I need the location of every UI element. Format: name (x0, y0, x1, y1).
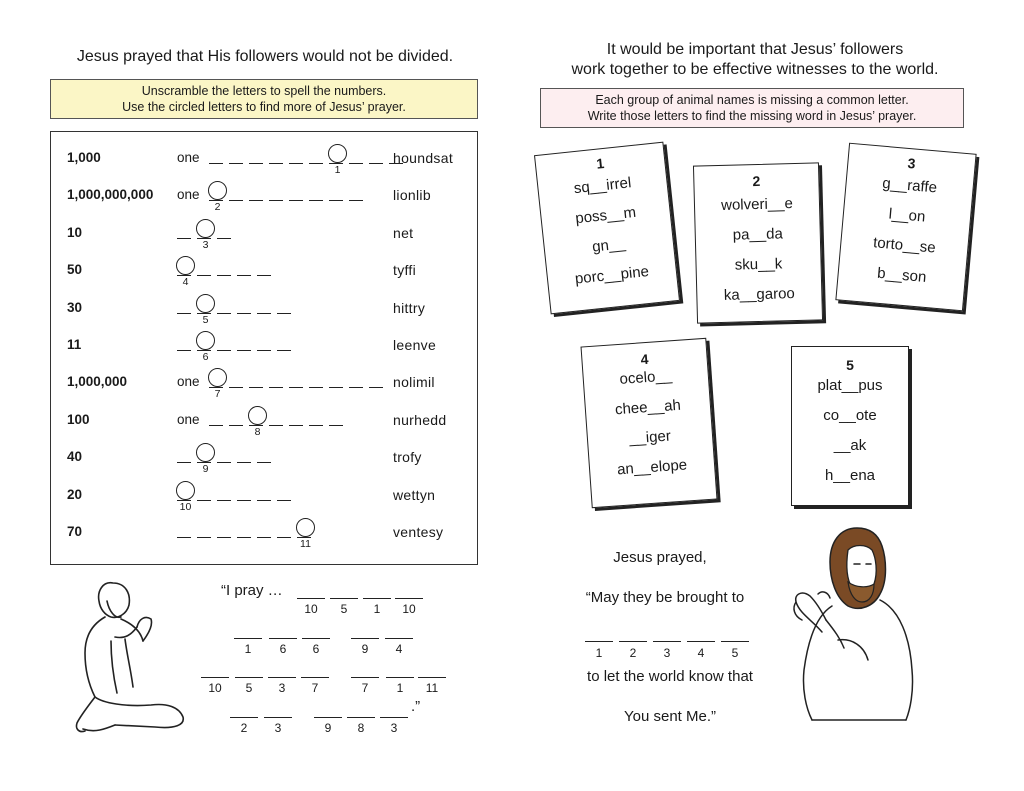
right-instructions-line-2: Write those letters to find the missing word in Jesus’ prayer. (587, 109, 917, 123)
letter-blank[interactable] (309, 425, 323, 426)
letter-circle[interactable] (196, 219, 215, 238)
unscramble-row (51, 412, 477, 442)
card-word: ka__garoo (723, 285, 796, 304)
unscramble-row (51, 487, 477, 517)
prayer-blank-number: 1 (244, 642, 252, 656)
letter-blank[interactable] (197, 500, 211, 501)
word-blank[interactable] (585, 641, 613, 642)
right-prayer-line-4: You sent Me.” (624, 708, 716, 725)
card-word: g__raffe (881, 174, 938, 197)
prayer-blank-number: 1 (396, 681, 404, 695)
letter-blank[interactable] (277, 537, 291, 538)
letter-blank[interactable] (237, 462, 251, 463)
prayer-blank-number: 1 (373, 602, 381, 616)
number-value: 1,000,000,000 (67, 187, 154, 203)
letter-blank[interactable] (269, 425, 283, 426)
letter-blank[interactable] (237, 275, 251, 276)
letter-blank[interactable] (369, 163, 383, 164)
number-value: 11 (67, 337, 82, 352)
card-word: h__ena (824, 467, 876, 484)
letter-blank[interactable] (257, 313, 271, 314)
right-prayer-line-1: Jesus prayed, (613, 549, 707, 566)
letter-blank[interactable] (277, 313, 291, 314)
letter-blank[interactable] (237, 537, 251, 538)
number-value: 20 (67, 486, 83, 502)
letter-blank[interactable] (309, 200, 323, 201)
prayer-blank[interactable] (385, 638, 413, 639)
left-prayer-close: .” (411, 698, 421, 715)
letter-blank[interactable] (197, 537, 211, 538)
word-blank-number: 4 (697, 646, 705, 660)
prayer-blank-number: 7 (361, 681, 369, 695)
praying-jesus-illustration (782, 520, 922, 725)
letter-circle[interactable] (176, 481, 195, 500)
letter-blank[interactable] (197, 350, 211, 351)
left-instructions (50, 79, 478, 119)
unscramble-row (51, 337, 477, 367)
letter-blank[interactable] (229, 387, 243, 388)
unscramble-row (51, 187, 477, 217)
letter-blank[interactable] (177, 313, 191, 314)
prayer-blank-number: 2 (240, 721, 248, 735)
letter-blank[interactable] (249, 200, 263, 201)
circle-number: 11 (300, 538, 311, 550)
right-title-line-1: It would be important that Jesus’ followers (606, 41, 904, 58)
prayer-blank-number: 7 (311, 681, 319, 695)
unscramble-row (51, 449, 477, 479)
number-prefix: one (177, 187, 200, 203)
letter-blank[interactable] (229, 163, 243, 164)
letter-blank[interactable] (329, 425, 343, 426)
circle-number: 2 (214, 201, 221, 214)
letter-circle[interactable] (196, 331, 215, 350)
letter-blank[interactable] (197, 313, 211, 314)
letter-blank[interactable] (269, 387, 283, 388)
letter-blank[interactable] (237, 350, 251, 351)
letter-blank[interactable] (277, 350, 291, 351)
letter-blank[interactable] (269, 163, 283, 164)
letter-blank[interactable] (177, 238, 191, 239)
right-prayer-line-3: to let the world know that (587, 668, 753, 685)
word-blank-number: 3 (663, 646, 671, 660)
animal-card-3 (835, 143, 976, 312)
number-prefix: one (177, 411, 200, 427)
card-number: 4 (640, 350, 649, 368)
letter-blank[interactable] (209, 387, 223, 388)
letter-blank[interactable] (177, 350, 191, 351)
letter-blank[interactable] (229, 200, 243, 201)
circle-number: 7 (214, 388, 221, 401)
prayer-blank[interactable] (347, 717, 375, 718)
number-value: 70 (67, 524, 83, 539)
unscramble-row (51, 150, 477, 180)
prayer-blank[interactable] (418, 677, 446, 678)
letter-blank[interactable] (217, 462, 231, 463)
prayer-blank-number: 5 (245, 681, 253, 695)
card-word: chee__ah (614, 396, 682, 419)
kneeling-jesus-illustration (55, 575, 200, 740)
scrambled-word: nurhedd (393, 411, 447, 428)
letter-blank[interactable] (329, 200, 343, 201)
left-instructions-line-2: Use the circled letters to find more of Jesus’ prayer. (122, 100, 406, 114)
letter-blank[interactable] (237, 313, 251, 314)
letter-blank[interactable] (197, 238, 211, 239)
letter-blank[interactable] (177, 275, 191, 276)
letter-blank[interactable] (289, 425, 303, 426)
prayer-blank[interactable] (264, 717, 292, 718)
letter-blank[interactable] (309, 387, 323, 388)
letter-blank[interactable] (349, 387, 363, 388)
prayer-blank[interactable] (201, 677, 229, 678)
circle-number: 10 (179, 500, 192, 513)
number-value: 30 (67, 299, 83, 315)
number-value: 40 (67, 449, 83, 465)
letter-blank[interactable] (257, 350, 271, 351)
animal-card-1 (534, 142, 680, 315)
word-blank-number: 1 (595, 646, 603, 660)
card-word: sku__k (734, 255, 783, 274)
prayer-blank[interactable] (351, 638, 379, 639)
animal-card-2 (693, 162, 823, 323)
scrambled-word: hittry (393, 299, 426, 316)
prayer-blank-number: 9 (361, 642, 369, 656)
letter-circle[interactable] (328, 144, 347, 163)
card-word: poss__m (574, 203, 637, 228)
prayer-blank[interactable] (395, 598, 423, 599)
prayer-blank-number: 3 (278, 681, 286, 695)
number-prefix: one (177, 374, 200, 390)
scrambled-word: net (393, 224, 414, 241)
prayer-blank[interactable] (301, 677, 329, 678)
animal-card-5 (791, 346, 909, 506)
prayer-blank-number: 3 (274, 721, 282, 735)
letter-circle[interactable] (296, 518, 315, 537)
word-blank-number: 5 (731, 646, 739, 660)
prayer-blank[interactable] (314, 717, 342, 718)
unscramble-row (51, 300, 477, 330)
unscramble-box (50, 131, 478, 565)
letter-blank[interactable] (289, 200, 303, 201)
number-value: 1,000,000 (67, 374, 128, 390)
letter-circle[interactable] (248, 406, 267, 425)
prayer-blank[interactable] (363, 598, 391, 599)
prayer-blank[interactable] (269, 638, 297, 639)
letter-blank[interactable] (217, 238, 231, 239)
scrambled-word: houndsat (393, 150, 454, 166)
circle-number: 1 (334, 164, 341, 176)
prayer-blank-number: 4 (395, 642, 403, 656)
letter-blank[interactable] (249, 387, 263, 388)
scrambled-word: leenve (393, 337, 437, 353)
number-prefix: one (177, 150, 200, 165)
letter-blank[interactable] (217, 350, 231, 351)
prayer-blank-number: 10 (208, 681, 222, 695)
letter-blank[interactable] (309, 163, 323, 164)
letter-blank[interactable] (209, 200, 223, 201)
letter-blank[interactable] (229, 425, 243, 426)
prayer-blank-number: 10 (402, 602, 416, 616)
right-prayer-line-2: “May they be brought to (585, 589, 745, 606)
number-value: 1,000 (67, 150, 101, 165)
prayer-blank-number: 8 (357, 721, 365, 735)
letter-blank[interactable] (249, 163, 263, 164)
prayer-blank[interactable] (351, 677, 379, 678)
scrambled-word: tyffi (393, 262, 417, 279)
card-word: wolveri__e (720, 195, 794, 214)
letter-blank[interactable] (289, 163, 303, 164)
letter-blank[interactable] (217, 275, 231, 276)
letter-blank[interactable] (249, 425, 263, 426)
right-instructions-line-1: Each group of animal names is missing a common letter. (595, 93, 909, 107)
card-word: pa__da (732, 225, 784, 244)
letter-blank[interactable] (177, 537, 191, 538)
letter-blank[interactable] (297, 537, 311, 538)
prayer-blank[interactable] (235, 677, 263, 678)
letter-blank[interactable] (217, 313, 231, 314)
letter-circle[interactable] (196, 443, 215, 462)
prayer-blank-number: 3 (390, 721, 398, 735)
letter-blank[interactable] (349, 163, 363, 164)
number-value: 10 (67, 224, 83, 240)
letter-blank[interactable] (349, 200, 363, 201)
unscramble-row (51, 225, 477, 255)
letter-circle[interactable] (176, 256, 195, 275)
letter-circle[interactable] (208, 368, 227, 387)
card-number: 1 (595, 154, 605, 172)
letter-blank[interactable] (269, 200, 283, 201)
word-blank[interactable] (687, 641, 715, 642)
number-value: 50 (67, 262, 83, 278)
prayer-blank-number: 5 (340, 602, 348, 616)
unscramble-row (51, 374, 477, 404)
letter-blank[interactable] (177, 462, 191, 463)
circle-number: 5 (202, 313, 209, 326)
number-value: 100 (67, 411, 90, 427)
circle-number: 4 (182, 276, 189, 289)
right-instructions (540, 88, 964, 128)
card-word: gn__ (591, 235, 627, 256)
letter-blank[interactable] (197, 462, 211, 463)
card-word: __ak (833, 437, 867, 454)
circle-number: 3 (202, 238, 209, 251)
letter-blank[interactable] (329, 387, 343, 388)
card-word: __iger (628, 427, 672, 448)
letter-blank[interactable] (197, 275, 211, 276)
scrambled-word: wettyn (393, 486, 436, 503)
scrambled-word: ventesy (393, 524, 444, 540)
prayer-blank[interactable] (380, 717, 408, 718)
letter-blank[interactable] (209, 163, 223, 164)
card-word: plat__pus (817, 377, 883, 394)
prayer-blank-number: 6 (279, 642, 287, 656)
prayer-blank[interactable] (302, 638, 330, 639)
left-title: Jesus prayed that His followers would not be divided. (76, 48, 454, 65)
card-word: b__son (876, 264, 928, 286)
letter-blank[interactable] (209, 425, 223, 426)
circle-number: 6 (202, 351, 209, 363)
letter-blank[interactable] (237, 500, 251, 501)
letter-circle[interactable] (208, 181, 227, 200)
card-number: 3 (906, 154, 917, 172)
right-title-line-2: work together to be effective witnesses to the world. (571, 61, 939, 78)
letter-blank[interactable] (257, 500, 271, 501)
letter-blank[interactable] (217, 537, 231, 538)
letter-blank[interactable] (257, 462, 271, 463)
letter-blank[interactable] (277, 500, 291, 501)
card-word: l__on (887, 205, 927, 226)
prayer-blank-number: 11 (425, 681, 439, 695)
card-word: an__elope (616, 456, 688, 479)
letter-blank[interactable] (289, 387, 303, 388)
prayer-blank[interactable] (234, 638, 262, 639)
card-word: ocelo__ (619, 367, 673, 388)
circle-number: 9 (202, 463, 209, 476)
animal-card-4 (581, 338, 718, 508)
scrambled-word: nolimil (393, 374, 435, 391)
card-number: 2 (752, 172, 761, 190)
prayer-blank[interactable] (330, 598, 358, 599)
unscramble-row (51, 262, 477, 292)
letter-blank[interactable] (369, 387, 383, 388)
card-word: sq__irrel (573, 174, 633, 198)
scrambled-word: trofy (393, 449, 422, 466)
letter-blank[interactable] (177, 500, 191, 501)
prayer-blank[interactable] (268, 677, 296, 678)
prayer-blank-number: 6 (312, 642, 320, 656)
right-title (520, 40, 990, 80)
circle-number: 8 (254, 425, 261, 438)
letter-blank[interactable] (257, 537, 271, 538)
prayer-blank[interactable] (230, 717, 258, 718)
unscramble-row (51, 524, 477, 554)
prayer-blank[interactable] (386, 677, 414, 678)
scrambled-word: lionlib (393, 187, 431, 204)
word-blank[interactable] (619, 641, 647, 642)
left-instructions-line-1: Unscramble the letters to spell the numbers. (141, 84, 387, 98)
card-number: 5 (846, 357, 854, 373)
prayer-blank[interactable] (297, 598, 325, 599)
prayer-blank-number: 9 (324, 721, 332, 735)
card-word: torto__se (872, 234, 937, 257)
card-word: porc__pine (574, 262, 650, 288)
prayer-blank-number: 10 (304, 602, 318, 616)
left-prayer-open: “I pray … (221, 582, 283, 599)
card-word: co__ote (823, 407, 877, 424)
word-blank-number: 2 (629, 646, 637, 660)
letter-blank[interactable] (329, 163, 343, 164)
letter-blank[interactable] (257, 275, 271, 276)
word-blank[interactable] (721, 641, 749, 642)
letter-blank[interactable] (217, 500, 231, 501)
word-blank[interactable] (653, 641, 681, 642)
letter-circle[interactable] (196, 294, 215, 313)
